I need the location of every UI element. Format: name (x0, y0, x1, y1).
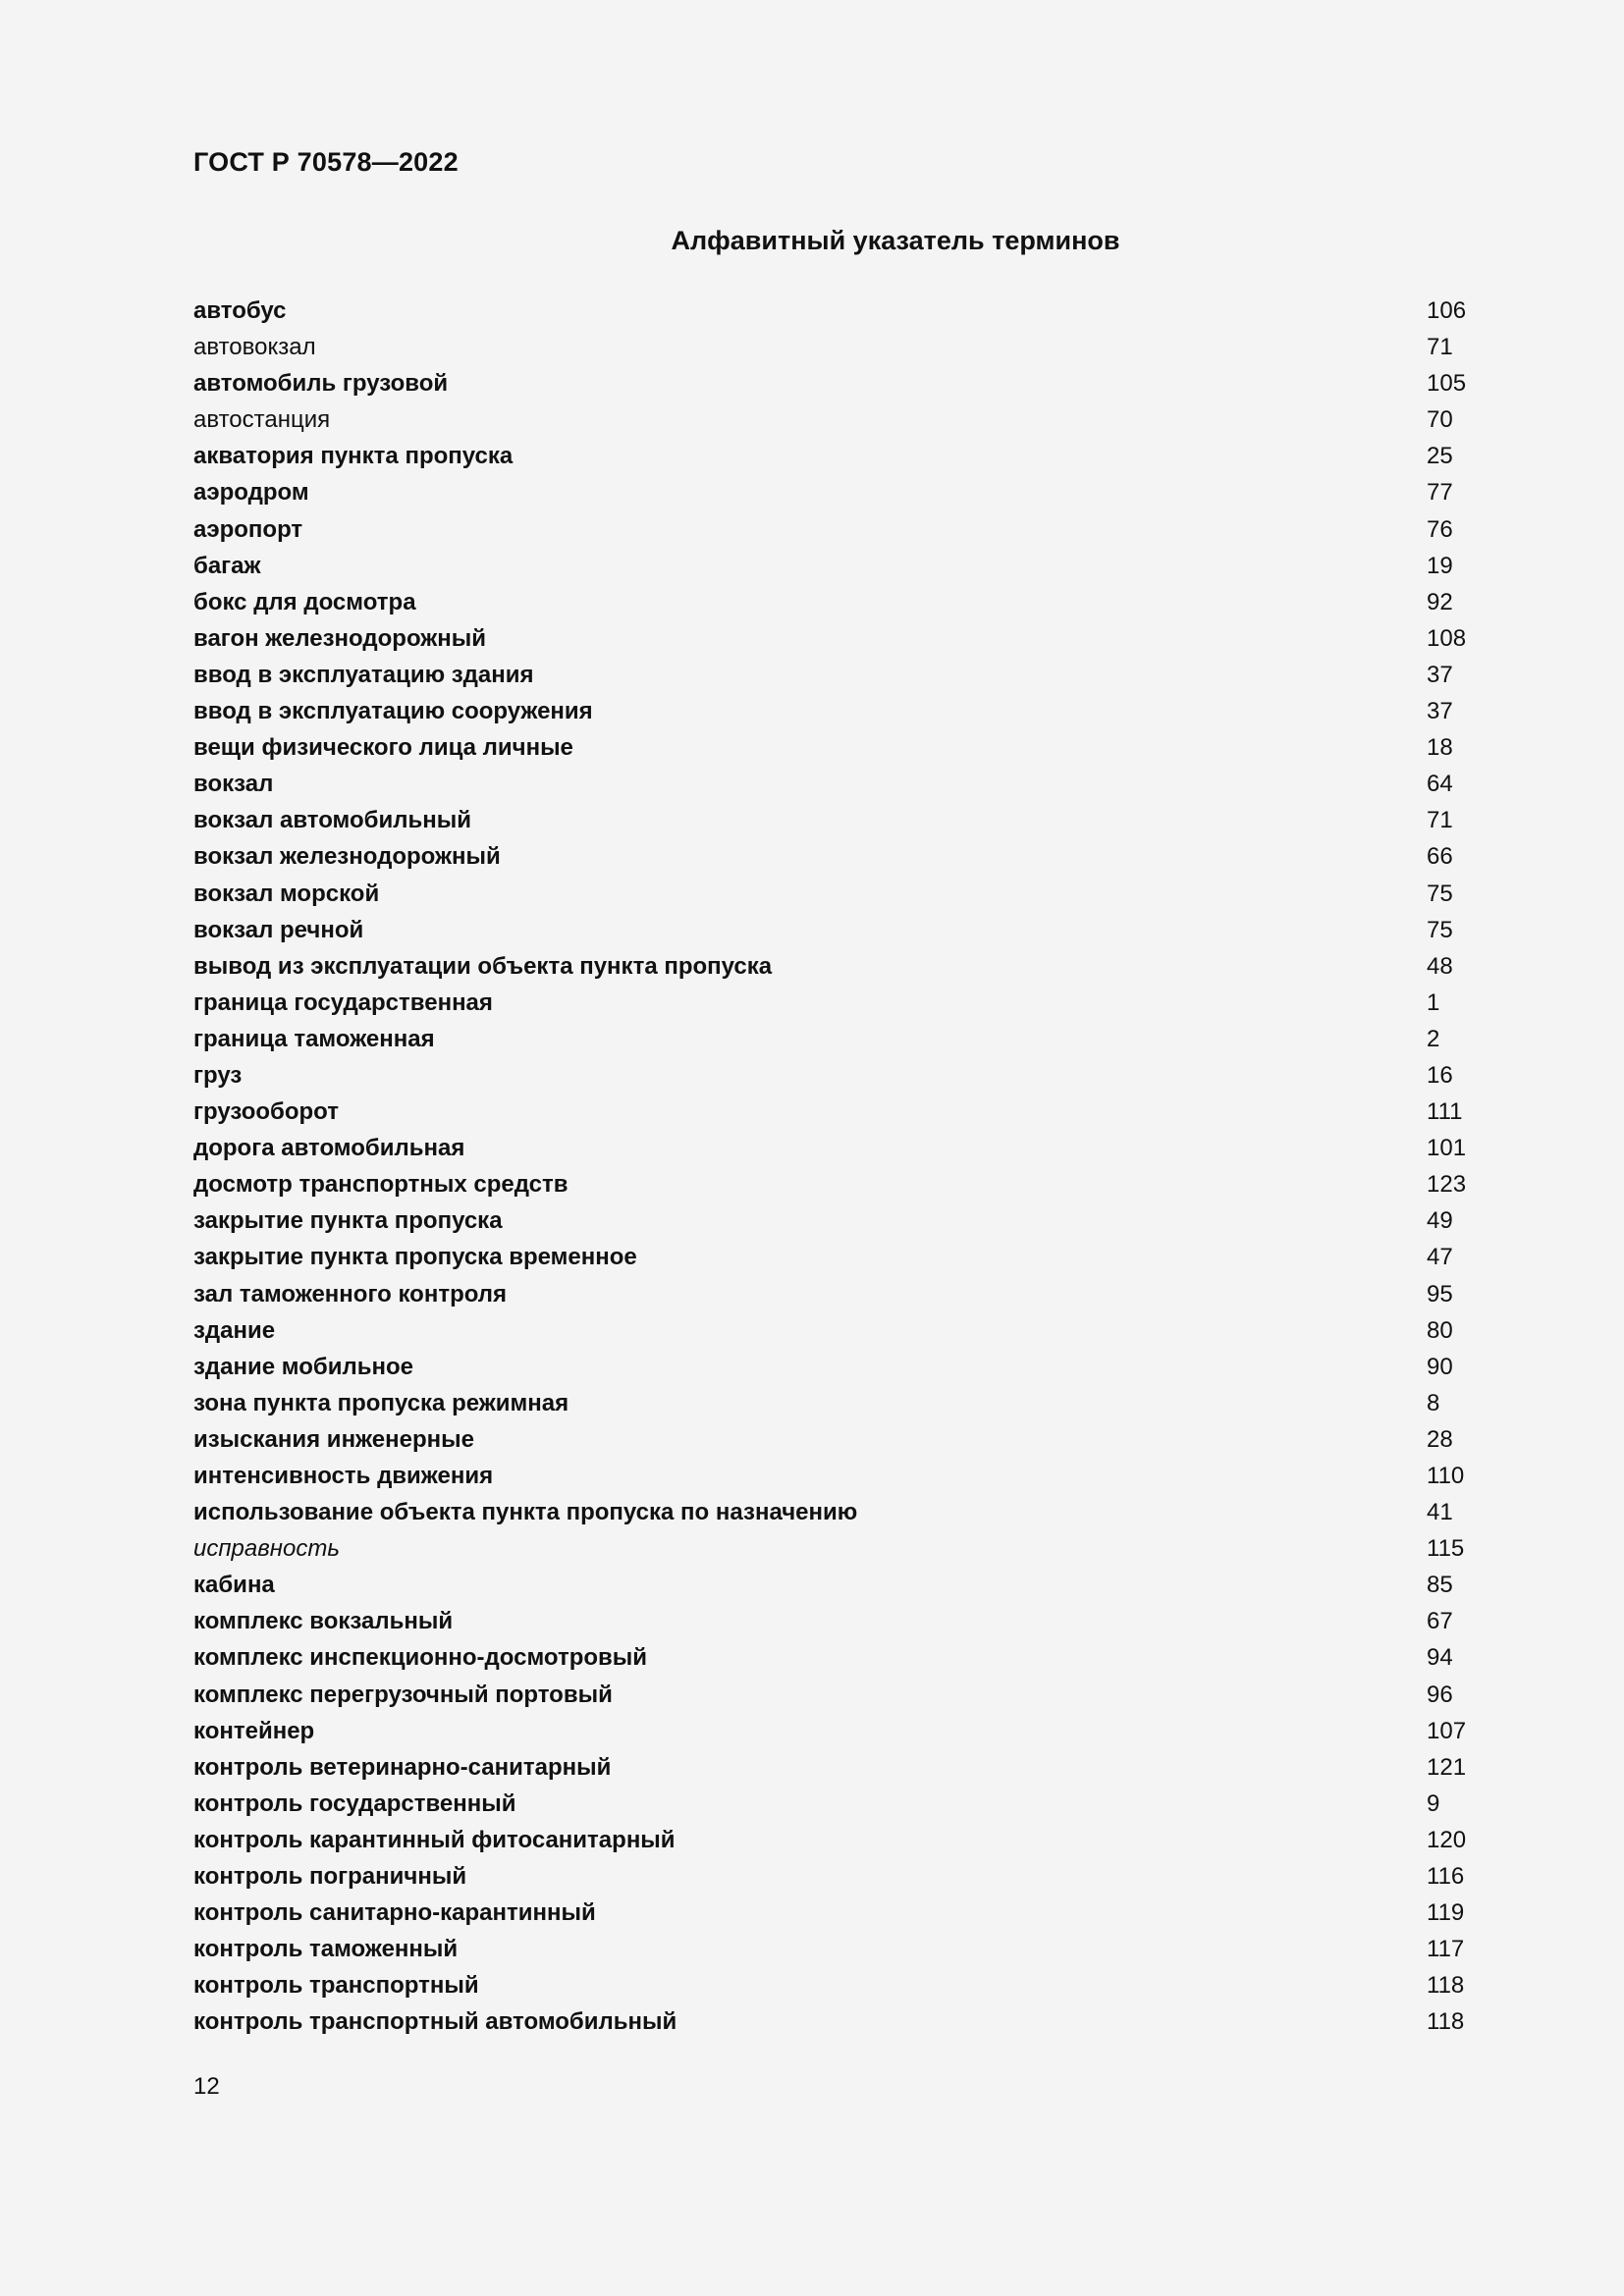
index-term: багаж (193, 552, 261, 579)
index-term: дорога автомобильная (193, 1135, 465, 1162)
index-term-number: 117 (1427, 1936, 1465, 1963)
index-term-number: 48 (1427, 952, 1453, 980)
index-term-number: 118 (1427, 2008, 1465, 2036)
index-term: зал таможенного контроля (193, 1280, 508, 1308)
index-term: вокзал железнодорожный (193, 843, 501, 871)
index-term: контроль карантинный фитосанитарный (193, 1826, 676, 1853)
index-term-number: 77 (1427, 479, 1453, 507)
index-term-number: 71 (1427, 807, 1453, 834)
index-term-number: 121 (1427, 1753, 1467, 1781)
index-term-number: 115 (1427, 1535, 1465, 1563)
index-term: граница государственная (193, 988, 493, 1016)
index-entry (193, 1677, 1470, 1713)
index-term-number: 75 (1427, 916, 1453, 943)
index-term: аэродром (193, 479, 309, 507)
index-term: комплекс вокзальный (193, 1608, 454, 1635)
index-term: использование объекта пункта пропуска по назначению (193, 1499, 858, 1526)
index-term-number: 18 (1427, 734, 1453, 762)
index-entry (193, 1567, 1470, 1603)
index-entry (193, 548, 1470, 584)
index-term-number: 41 (1427, 1499, 1453, 1526)
index-entry (193, 1166, 1470, 1202)
index-term: контроль транспортный автомобильный (193, 2008, 677, 2036)
index-term: грузооборот (193, 1098, 339, 1126)
index-entry (193, 438, 1470, 474)
index-entry (193, 1094, 1470, 1130)
index-term-number: 105 (1427, 370, 1467, 398)
index-entry (193, 1421, 1470, 1458)
document-code: ГОСТ Р 70578—2022 (193, 147, 459, 177)
index-term: контроль пограничный (193, 1863, 467, 1891)
index-term: контроль санитарно-карантинный (193, 1899, 596, 1927)
index-term: бокс для досмотра (193, 588, 416, 615)
index-term: вагон железнодорожный (193, 624, 487, 652)
index-term-number: 66 (1427, 843, 1453, 871)
index-term-number: 106 (1427, 297, 1467, 324)
index-term-number: 2 (1427, 1025, 1440, 1052)
index-entry (193, 1057, 1470, 1094)
index-entry (193, 657, 1470, 693)
index-entry (193, 1494, 1470, 1530)
index-term-number: 49 (1427, 1207, 1453, 1235)
index-term-number: 71 (1427, 334, 1453, 361)
index-entry (193, 1822, 1470, 1858)
index-term-number: 70 (1427, 406, 1453, 434)
index-term-number: 37 (1427, 661, 1453, 688)
index-term: закрытие пункта пропуска временное (193, 1244, 637, 1271)
index-term-number: 123 (1427, 1171, 1467, 1199)
index-entry (193, 1749, 1470, 1786)
index-term-number: 118 (1427, 1972, 1465, 2000)
index-term-number: 119 (1427, 1899, 1465, 1927)
index-term-number: 96 (1427, 1681, 1453, 1708)
index-entry (193, 1530, 1470, 1567)
index-entry (193, 1385, 1470, 1421)
index-entry (193, 693, 1470, 729)
index-term: здание мобильное (193, 1353, 413, 1380)
index-term: граница таможенная (193, 1025, 435, 1052)
index-term: кабина (193, 1572, 275, 1599)
index-term-number: 108 (1427, 624, 1467, 652)
term-index-list (193, 293, 1470, 2041)
index-term: груз (193, 1061, 243, 1089)
index-term: вещи физического лица личные (193, 734, 573, 762)
index-entry (193, 838, 1470, 875)
index-term: вокзал (193, 771, 274, 798)
index-title: Алфавитный указатель терминов (671, 226, 1120, 255)
index-term: вывод из эксплуатации объекта пункта пропуска (193, 952, 773, 980)
index-term: автовокзал (193, 334, 316, 361)
index-term-number: 64 (1427, 771, 1453, 798)
index-term-number: 94 (1427, 1644, 1453, 1672)
index-entry (193, 948, 1470, 985)
index-entry (193, 2003, 1470, 2040)
index-entry (193, 1458, 1470, 1494)
index-term-number: 47 (1427, 1244, 1453, 1271)
index-term: контроль ветеринарно-санитарный (193, 1753, 612, 1781)
index-term-number: 95 (1427, 1280, 1453, 1308)
index-term-number: 8 (1427, 1389, 1440, 1416)
index-term-number: 101 (1427, 1135, 1467, 1162)
index-term-number: 107 (1427, 1717, 1467, 1744)
index-entry (193, 584, 1470, 620)
index-term: аэропорт (193, 515, 303, 543)
index-term-number: 37 (1427, 698, 1453, 725)
index-term: контроль таможенный (193, 1936, 459, 1963)
index-term-number: 9 (1427, 1789, 1440, 1817)
index-entry (193, 293, 1470, 329)
index-term: вокзал автомобильный (193, 807, 471, 834)
index-entry (193, 1639, 1470, 1676)
index-entry (193, 766, 1470, 802)
index-entry (193, 474, 1470, 510)
index-term: здание (193, 1316, 276, 1344)
index-term-number: 90 (1427, 1353, 1453, 1380)
index-term: акватория пункта пропуска (193, 443, 514, 470)
index-term-number: 85 (1427, 1572, 1453, 1599)
index-term-number: 1 (1427, 988, 1440, 1016)
index-term-number: 111 (1427, 1098, 1463, 1126)
index-term: интенсивность движения (193, 1463, 494, 1489)
index-entry (193, 1021, 1470, 1057)
index-term: зона пункта пропуска режимная (193, 1389, 569, 1416)
index-term: вокзал морской (193, 880, 380, 907)
index-term: автостанция (193, 406, 331, 434)
index-entry (193, 1895, 1470, 1931)
index-entry (193, 1603, 1470, 1639)
index-term-number: 28 (1427, 1425, 1453, 1453)
page-number: 12 (193, 2073, 220, 2100)
index-entry (193, 876, 1470, 912)
index-term: автобус (193, 297, 287, 324)
index-entry (193, 1130, 1470, 1166)
index-term: вокзал речной (193, 916, 364, 943)
index-entry (193, 329, 1470, 365)
index-term: закрытие пункта пропуска (193, 1207, 503, 1235)
index-term: автомобиль грузовой (193, 370, 449, 398)
index-term: изыскания инженерные (193, 1425, 474, 1453)
index-term-number: 16 (1427, 1061, 1453, 1089)
index-term: контейнер (193, 1717, 315, 1744)
index-entry (193, 1713, 1470, 1749)
index-term-number: 76 (1427, 515, 1453, 543)
index-entry (193, 620, 1470, 657)
index-term-number: 75 (1427, 880, 1453, 907)
index-entry (193, 1349, 1470, 1385)
index-term: комплекс перегрузочный портовый (193, 1681, 613, 1708)
index-entry (193, 1931, 1470, 1967)
index-term: досмотр транспортных средств (193, 1171, 568, 1199)
index-term-number: 110 (1427, 1463, 1465, 1489)
index-entry (193, 1239, 1470, 1275)
index-term: контроль государственный (193, 1789, 516, 1817)
index-term-number: 80 (1427, 1316, 1453, 1344)
index-entry (193, 511, 1470, 548)
index-term: ввод в эксплуатацию сооружения (193, 698, 593, 725)
index-entry (193, 985, 1470, 1021)
index-entry (193, 729, 1470, 766)
index-term-number: 116 (1427, 1863, 1465, 1891)
index-term-number: 120 (1427, 1826, 1467, 1853)
index-entry (193, 1786, 1470, 1822)
index-term: исправность (193, 1535, 340, 1563)
index-term-number: 25 (1427, 443, 1453, 470)
index-term-number: 19 (1427, 552, 1453, 579)
index-term: ввод в эксплуатацию здания (193, 661, 534, 688)
index-entry (193, 1967, 1470, 2003)
index-entry (193, 1276, 1470, 1312)
index-entry (193, 401, 1470, 438)
index-term-number: 92 (1427, 588, 1453, 615)
index-entry (193, 1202, 1470, 1239)
index-entry (193, 802, 1470, 838)
index-entry (193, 912, 1470, 948)
index-entry (193, 1858, 1470, 1895)
index-term-number: 67 (1427, 1608, 1453, 1635)
index-term: контроль транспортный (193, 1972, 479, 2000)
index-term: комплекс инспекционно-досмотровый (193, 1644, 648, 1672)
index-entry (193, 1312, 1470, 1349)
index-entry (193, 365, 1470, 401)
